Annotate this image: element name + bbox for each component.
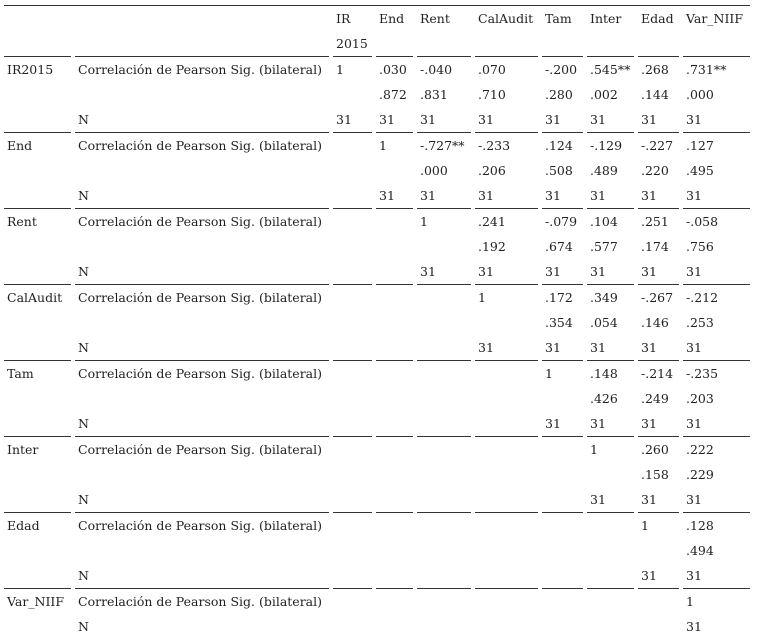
table-cell: 31 — [590, 188, 606, 203]
table-row — [4, 361, 750, 387]
statistic-label — [75, 234, 329, 259]
table-cell: 31 — [478, 340, 494, 355]
table-cell — [333, 411, 372, 437]
table-cell — [475, 538, 538, 563]
table-cell — [542, 589, 583, 615]
variable-label: CalAudit — [4, 285, 71, 311]
table-cell: .249 — [641, 391, 669, 406]
variable-label: Var_NIIF — [4, 589, 71, 615]
variable-label — [4, 411, 71, 437]
table-cell: -.235 — [683, 361, 750, 387]
table-cell: .172 — [542, 285, 583, 311]
table-cell: 31 — [590, 492, 606, 507]
table-cell — [333, 386, 372, 411]
table-cell: 31 — [420, 264, 436, 279]
table-cell: 31 — [641, 188, 657, 203]
table-cell — [376, 462, 413, 487]
table-row — [4, 437, 750, 463]
statistic-label: N — [78, 264, 89, 279]
table-cell — [417, 513, 471, 539]
variable-label — [4, 614, 71, 639]
table-cell: .426 — [590, 391, 618, 406]
table-cell — [587, 513, 634, 539]
table-cell: .495 — [686, 163, 714, 178]
table-cell — [376, 538, 413, 563]
table-cell — [542, 513, 583, 539]
variable-label — [4, 462, 71, 487]
table-cell: 31 — [590, 264, 606, 279]
variable-label — [4, 259, 71, 285]
table-cell — [376, 361, 413, 387]
table-cell: 31 — [590, 416, 606, 431]
table-row — [4, 538, 750, 563]
table-cell: 31 — [545, 188, 561, 203]
column-header: Inter — [587, 6, 634, 32]
statistic-label — [75, 462, 329, 487]
variable-label — [4, 183, 71, 209]
table-cell: -.079 — [542, 209, 583, 235]
statistic-label: Correlación de Pearson Sig. (bilateral) — [75, 209, 329, 235]
table-row — [4, 335, 750, 361]
table-cell — [638, 589, 679, 615]
column-header — [376, 31, 413, 57]
table-row — [4, 462, 750, 487]
column-header: Var_NIIF — [683, 6, 750, 32]
table-cell — [333, 538, 372, 563]
table-cell: .831 — [420, 87, 448, 102]
table-cell — [417, 437, 471, 463]
table-cell: 31 — [545, 112, 561, 127]
variable-label — [4, 158, 71, 183]
table-cell: 31 — [686, 188, 702, 203]
table-cell: .104 — [587, 209, 634, 235]
table-cell — [333, 259, 372, 285]
table-cell — [587, 462, 634, 487]
table-cell: 31 — [545, 264, 561, 279]
column-header: 2015 — [336, 36, 368, 51]
table-cell — [417, 538, 471, 563]
table-cell: .489 — [590, 163, 618, 178]
variable-label: Tam — [4, 361, 71, 387]
table-cell — [542, 386, 583, 411]
table-cell — [333, 563, 372, 589]
variable-label — [4, 107, 71, 133]
column-header: CalAudit — [475, 6, 538, 32]
variable-label — [4, 310, 71, 335]
table-cell — [475, 589, 538, 615]
variable-label — [4, 563, 71, 589]
table-cell: 31 — [478, 264, 494, 279]
variable-label — [4, 487, 71, 513]
table-cell — [417, 335, 471, 361]
table-cell — [376, 589, 413, 615]
table-cell: .144 — [641, 87, 669, 102]
column-header — [542, 31, 583, 57]
table-cell — [333, 310, 372, 335]
table-cell — [376, 614, 413, 639]
table-cell — [587, 538, 634, 563]
table-cell: .000 — [420, 163, 448, 178]
table-cell: .002 — [590, 87, 618, 102]
table-cell: 31 — [686, 340, 702, 355]
table-cell — [417, 487, 471, 513]
table-cell: .354 — [545, 315, 573, 330]
table-cell: .349 — [587, 285, 634, 311]
table-cell: 31 — [686, 492, 702, 507]
table-cell: 31 — [641, 416, 657, 431]
statistic-label: N — [78, 188, 89, 203]
table-cell: 1 — [683, 589, 750, 615]
table-cell — [376, 335, 413, 361]
table-cell: -.058 — [683, 209, 750, 235]
table-cell: .545** — [587, 57, 634, 83]
table-row — [4, 158, 750, 183]
table-cell — [333, 183, 372, 209]
table-cell: 31 — [641, 568, 657, 583]
table-cell — [417, 234, 471, 259]
table-row — [4, 411, 750, 437]
table-cell — [333, 82, 372, 107]
table-cell — [333, 335, 372, 361]
table-row — [4, 209, 750, 235]
table-row — [4, 310, 750, 335]
table-row — [4, 285, 750, 311]
variable-label: IR2015 — [4, 57, 71, 83]
table-cell: 1 — [417, 209, 471, 235]
table-cell — [376, 209, 413, 235]
table-cell — [376, 234, 413, 259]
statistic-label: Correlación de Pearson Sig. (bilateral) — [75, 513, 329, 539]
table-cell — [417, 386, 471, 411]
table-cell — [333, 209, 372, 235]
table-cell: -.040 — [417, 57, 471, 83]
table-cell: 31 — [379, 112, 395, 127]
table-cell: -.214 — [638, 361, 679, 387]
table-cell: .731** — [683, 57, 750, 83]
column-header — [587, 31, 634, 57]
statistic-label: Correlación de Pearson Sig. (bilateral) — [75, 361, 329, 387]
table-cell: .206 — [478, 163, 506, 178]
statistic-label: N — [78, 568, 89, 583]
statistic-label: N — [78, 492, 89, 507]
table-row — [4, 183, 750, 209]
table-cell — [333, 285, 372, 311]
table-row — [4, 614, 750, 639]
variable-label: End — [4, 133, 71, 159]
table-cell: 31 — [379, 188, 395, 203]
table-cell — [376, 411, 413, 437]
table-cell — [376, 386, 413, 411]
column-header — [417, 31, 471, 57]
table-cell: .054 — [590, 315, 618, 330]
table-row — [4, 133, 750, 159]
table-cell — [417, 361, 471, 387]
statistic-label: Correlación de Pearson Sig. (bilateral) — [75, 57, 329, 83]
table-cell — [475, 361, 538, 387]
table-cell: 1 — [376, 133, 413, 159]
statistic-label: Correlación de Pearson Sig. (bilateral) — [75, 285, 329, 311]
table-cell — [333, 158, 372, 183]
table-cell: .124 — [542, 133, 583, 159]
table-cell — [638, 614, 679, 639]
table-cell: .229 — [686, 467, 714, 482]
table-cell — [417, 614, 471, 639]
table-cell — [542, 487, 583, 513]
table-cell — [376, 285, 413, 311]
table-cell: .710 — [478, 87, 506, 102]
statistic-label: N — [78, 112, 89, 127]
variable-label — [4, 234, 71, 259]
table-cell: 31 — [478, 112, 494, 127]
table-cell: .756 — [686, 239, 714, 254]
header-row — [4, 6, 750, 32]
table-cell — [417, 589, 471, 615]
statistic-label: Correlación de Pearson Sig. (bilateral) — [75, 133, 329, 159]
table-cell — [475, 487, 538, 513]
table-row — [4, 563, 750, 589]
table-cell: .192 — [478, 239, 506, 254]
statistic-label: N — [78, 619, 89, 634]
table-row — [4, 487, 750, 513]
column-header — [683, 31, 750, 57]
table-cell: .241 — [475, 209, 538, 235]
table-cell: 31 — [686, 619, 702, 634]
table-cell: 31 — [478, 188, 494, 203]
table-cell — [333, 361, 372, 387]
table-cell — [587, 614, 634, 639]
table-cell — [333, 614, 372, 639]
table-cell: 31 — [686, 112, 702, 127]
table-cell — [542, 563, 583, 589]
table-cell: 31 — [641, 340, 657, 355]
table-cell — [417, 411, 471, 437]
variable-label: Edad — [4, 513, 71, 539]
table-cell — [475, 462, 538, 487]
table-cell: .220 — [641, 163, 669, 178]
table-cell: -.727** — [417, 133, 471, 159]
table-cell: .127 — [683, 133, 750, 159]
statistic-label: N — [78, 416, 89, 431]
table-cell: 1 — [475, 285, 538, 311]
table-cell: 31 — [641, 112, 657, 127]
column-header: Tam — [542, 6, 583, 32]
table-cell — [475, 513, 538, 539]
column-header: End — [376, 6, 413, 32]
table-cell: .203 — [686, 391, 714, 406]
table-cell — [376, 513, 413, 539]
table-row — [4, 513, 750, 539]
table-cell — [376, 487, 413, 513]
table-cell: 31 — [420, 112, 436, 127]
table-cell — [475, 614, 538, 639]
table-cell: 31 — [590, 112, 606, 127]
table-cell: .494 — [686, 543, 714, 558]
table-cell: .674 — [545, 239, 573, 254]
table-row — [4, 57, 750, 83]
table-cell: 1 — [638, 513, 679, 539]
statistic-label: Correlación de Pearson Sig. (bilateral) — [75, 437, 329, 463]
table-cell: .000 — [686, 87, 714, 102]
table-cell — [475, 563, 538, 589]
table-cell: .260 — [638, 437, 679, 463]
table-cell: 1 — [333, 57, 372, 83]
header-row-continued — [4, 31, 750, 57]
table-cell: .148 — [587, 361, 634, 387]
table-cell: .280 — [545, 87, 573, 102]
table-cell — [376, 563, 413, 589]
table-cell — [542, 462, 583, 487]
table-cell — [417, 563, 471, 589]
table-cell: 1 — [542, 361, 583, 387]
table-row — [4, 589, 750, 615]
table-cell: .268 — [638, 57, 679, 83]
table-cell: 31 — [545, 416, 561, 431]
table-cell: 31 — [686, 568, 702, 583]
table-cell — [333, 437, 372, 463]
table-cell: .128 — [683, 513, 750, 539]
header-blank-variable — [4, 6, 71, 32]
table-cell — [333, 133, 372, 159]
table-cell — [376, 158, 413, 183]
variable-label — [4, 335, 71, 361]
table-cell — [417, 285, 471, 311]
statistic-label — [75, 538, 329, 563]
variable-label — [4, 386, 71, 411]
table-row — [4, 107, 750, 133]
table-cell — [475, 386, 538, 411]
statistic-label — [75, 82, 329, 107]
table-cell — [417, 462, 471, 487]
table-cell — [475, 411, 538, 437]
table-cell: 31 — [590, 340, 606, 355]
statistic-label — [75, 386, 329, 411]
table-cell: -.267 — [638, 285, 679, 311]
table-row — [4, 259, 750, 285]
header-blank-variable — [4, 31, 71, 57]
table-cell: 31 — [641, 264, 657, 279]
statistic-label — [75, 310, 329, 335]
table-row — [4, 386, 750, 411]
table-cell: -.233 — [475, 133, 538, 159]
variable-label: Inter — [4, 437, 71, 463]
table-cell — [587, 563, 634, 589]
table-cell: -.129 — [587, 133, 634, 159]
table-cell: .508 — [545, 163, 573, 178]
table-cell — [542, 538, 583, 563]
table-cell: -.200 — [542, 57, 583, 83]
table-cell — [333, 513, 372, 539]
column-header: Edad — [638, 6, 679, 32]
table-cell: .158 — [641, 467, 669, 482]
table-cell — [638, 538, 679, 563]
table-cell: -.227 — [638, 133, 679, 159]
table-cell: .070 — [475, 57, 538, 83]
table-cell: 31 — [545, 340, 561, 355]
table-cell — [542, 437, 583, 463]
header-blank-statistic — [75, 6, 329, 32]
statistic-label: N — [78, 340, 89, 355]
table-cell: 31 — [336, 112, 352, 127]
table-cell — [333, 234, 372, 259]
table-cell: -.212 — [683, 285, 750, 311]
table-cell: 31 — [641, 492, 657, 507]
table-cell: .146 — [641, 315, 669, 330]
variable-label — [4, 82, 71, 107]
table-cell — [376, 259, 413, 285]
table-cell — [333, 487, 372, 513]
table-cell — [475, 310, 538, 335]
column-header — [638, 31, 679, 57]
table-cell — [333, 462, 372, 487]
statistic-label: Correlación de Pearson Sig. (bilateral) — [75, 589, 329, 615]
variable-label — [4, 538, 71, 563]
table-row — [4, 234, 750, 259]
table-cell — [587, 589, 634, 615]
header-blank-statistic — [75, 31, 329, 57]
table-row — [4, 82, 750, 107]
table-cell: 31 — [686, 416, 702, 431]
table-cell — [376, 437, 413, 463]
table-cell: 31 — [686, 264, 702, 279]
table-cell: .174 — [641, 239, 669, 254]
table-cell — [333, 589, 372, 615]
column-header: Rent — [417, 6, 471, 32]
table-cell — [417, 310, 471, 335]
table-cell — [376, 310, 413, 335]
column-header — [475, 31, 538, 57]
table-cell: 1 — [587, 437, 634, 463]
table-cell: .222 — [683, 437, 750, 463]
table-cell: .251 — [638, 209, 679, 235]
table-cell — [475, 437, 538, 463]
variable-label: Rent — [4, 209, 71, 235]
table-cell: 31 — [420, 188, 436, 203]
table-cell: .872 — [379, 87, 407, 102]
table-cell: .577 — [590, 239, 618, 254]
statistic-label — [75, 158, 329, 183]
column-header: IR — [333, 6, 372, 32]
table-cell: .253 — [686, 315, 714, 330]
correlation-table — [4, 5, 750, 639]
table-cell — [542, 614, 583, 639]
table-cell: .030 — [376, 57, 413, 83]
